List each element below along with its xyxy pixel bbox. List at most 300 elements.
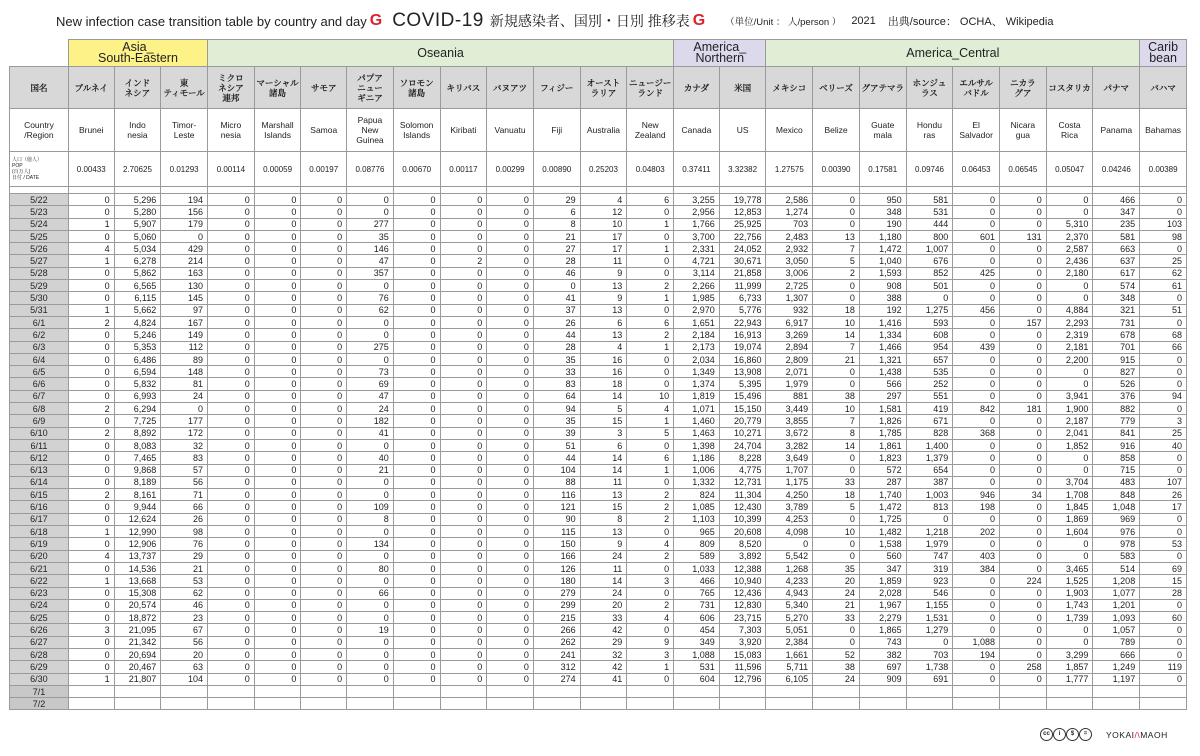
case-cell: 671 — [906, 415, 953, 427]
case-cell: 0 — [953, 415, 1000, 427]
case-cell: 0 — [487, 452, 534, 464]
table-row — [10, 599, 1187, 611]
case-cell: 1,274 — [766, 206, 813, 218]
case-cell: 0 — [1140, 366, 1187, 378]
table-row — [10, 390, 1187, 402]
case-cell — [533, 698, 580, 710]
case-cell: 29 — [533, 194, 580, 206]
case-cell: 0 — [1046, 624, 1093, 636]
population-cell: 0.00390 — [813, 152, 860, 187]
case-cell: 0 — [953, 464, 1000, 476]
case-cell: 20,574 — [114, 599, 161, 611]
case-cell: 277 — [347, 218, 394, 230]
case-cell: 0 — [301, 280, 347, 292]
case-cell: 3,269 — [766, 329, 813, 341]
case-cell: 0 — [393, 501, 440, 513]
case-cell: 2,932 — [766, 243, 813, 255]
case-cell: 13 — [580, 526, 627, 538]
case-cell: 0 — [208, 476, 255, 488]
case-cell: 134 — [347, 538, 394, 550]
case-cell: 0 — [1046, 366, 1093, 378]
case-cell: 0 — [254, 230, 301, 242]
case-cell: 0 — [254, 439, 301, 451]
case-cell: 388 — [859, 292, 906, 304]
case-cell: 0 — [393, 378, 440, 390]
case-cell: 2,970 — [674, 304, 720, 316]
case-cell: 0 — [440, 390, 487, 402]
country-jp-name: キリバス — [440, 67, 487, 109]
case-cell: 21 — [533, 230, 580, 242]
country-jp-name: バヌアツ — [487, 67, 534, 109]
case-cell: 53 — [161, 575, 208, 587]
case-cell: 1,103 — [674, 513, 720, 525]
case-cell: 15 — [580, 415, 627, 427]
case-cell: 4 — [68, 550, 114, 562]
case-cell: 0 — [487, 526, 534, 538]
case-cell: 19,778 — [719, 194, 766, 206]
case-cell: 0 — [1000, 292, 1047, 304]
case-cell: 813 — [906, 501, 953, 513]
case-cell: 12 — [580, 206, 627, 218]
case-cell: 0 — [813, 194, 860, 206]
case-cell: 0 — [1140, 316, 1187, 328]
case-cell: 0 — [1000, 538, 1047, 550]
date-cell: 6/5 — [10, 366, 69, 378]
brand-part-b: MAOH — [1140, 729, 1168, 740]
case-cell: 0 — [393, 550, 440, 562]
case-cell: 1,279 — [906, 624, 953, 636]
table-row — [10, 230, 1187, 242]
case-cell: 1,438 — [859, 366, 906, 378]
case-cell: 10 — [627, 390, 674, 402]
case-cell: 182 — [347, 415, 394, 427]
table-row — [10, 550, 1187, 562]
case-cell: 13,908 — [719, 366, 766, 378]
case-cell: 9 — [627, 636, 674, 648]
case-cell: 0 — [440, 648, 487, 660]
case-cell: 0 — [301, 378, 347, 390]
case-cell: 5,395 — [719, 378, 766, 390]
case-cell: 17 — [1140, 501, 1187, 513]
case-cell: 0 — [254, 599, 301, 611]
case-cell: 81 — [161, 378, 208, 390]
case-cell: 35 — [533, 353, 580, 365]
case-cell: 15 — [580, 501, 627, 513]
case-cell: 0 — [1000, 427, 1047, 439]
case-cell: 6,105 — [766, 673, 813, 685]
case-cell — [627, 698, 674, 710]
case-cell: 2,200 — [1046, 353, 1093, 365]
case-cell — [813, 698, 860, 710]
case-cell: 163 — [161, 267, 208, 279]
case-cell — [208, 698, 255, 710]
case-cell: 0 — [393, 538, 440, 550]
case-cell: 0 — [487, 206, 534, 218]
case-cell: 0 — [953, 366, 1000, 378]
case-cell: 34 — [1000, 489, 1047, 501]
case-cell: 0 — [627, 230, 674, 242]
case-cell: 0 — [1046, 452, 1093, 464]
case-cell: 2 — [627, 550, 674, 562]
case-cell: 0 — [440, 194, 487, 206]
case-cell: 0 — [1000, 194, 1047, 206]
case-cell: 950 — [859, 194, 906, 206]
case-cell: 1,985 — [674, 292, 720, 304]
case-cell: 1,739 — [1046, 612, 1093, 624]
case-cell: 1,197 — [1093, 673, 1140, 685]
case-cell: 109 — [347, 501, 394, 513]
case-cell: 1,525 — [1046, 575, 1093, 587]
case-cell: 192 — [859, 304, 906, 316]
case-cell: 2,279 — [859, 612, 906, 624]
case-cell: 62 — [347, 304, 394, 316]
case-cell: 2,894 — [766, 341, 813, 353]
case-cell — [580, 698, 627, 710]
case-cell: 0 — [208, 267, 255, 279]
case-cell — [859, 698, 906, 710]
case-cell: 0 — [953, 476, 1000, 488]
case-cell: 0 — [487, 267, 534, 279]
case-cell: 16,860 — [719, 353, 766, 365]
case-cell: 266 — [533, 624, 580, 636]
date-cell: 6/24 — [10, 599, 69, 611]
country-jp-name: カナダ — [674, 67, 720, 109]
case-cell: 6,278 — [114, 255, 161, 267]
case-cell: 0 — [1000, 390, 1047, 402]
case-cell: 0 — [254, 612, 301, 624]
case-cell: 5,862 — [114, 267, 161, 279]
case-cell: 0 — [301, 427, 347, 439]
case-cell: 11,596 — [719, 661, 766, 673]
case-cell: 429 — [161, 243, 208, 255]
case-cell: 12,436 — [719, 587, 766, 599]
case-cell: 526 — [1093, 378, 1140, 390]
case-cell: 214 — [161, 255, 208, 267]
case-cell: 21 — [347, 464, 394, 476]
case-cell: 2,370 — [1046, 230, 1093, 242]
date-cell: 5/22 — [10, 194, 69, 206]
case-cell: 252 — [906, 378, 953, 390]
country-jp-name: ソロモン 諸島 — [393, 67, 440, 109]
case-cell: 2,809 — [766, 353, 813, 365]
case-cell: 4,250 — [766, 489, 813, 501]
case-cell: 0 — [440, 292, 487, 304]
case-cell: 94 — [1140, 390, 1187, 402]
spacer-cell — [1140, 187, 1187, 194]
case-cell: 0 — [766, 538, 813, 550]
case-cell: 1,979 — [906, 538, 953, 550]
case-cell: 0 — [440, 673, 487, 685]
page-title — [56, 6, 1053, 36]
case-cell: 1,085 — [674, 501, 720, 513]
country-en-name: Micro nesia — [208, 109, 255, 152]
case-cell: 1 — [627, 292, 674, 304]
case-cell: 0 — [347, 476, 394, 488]
case-cell: 0 — [813, 624, 860, 636]
spacer-cell — [440, 187, 487, 194]
case-cell: 0 — [1000, 206, 1047, 218]
case-cell: 0 — [487, 624, 534, 636]
case-cell: 0 — [301, 230, 347, 242]
case-cell: 0 — [813, 452, 860, 464]
case-cell: 26 — [1140, 489, 1187, 501]
case-cell: 279 — [533, 587, 580, 599]
case-cell: 4,253 — [766, 513, 813, 525]
case-cell: 2,725 — [766, 280, 813, 292]
case-cell: 0 — [953, 673, 1000, 685]
case-cell: 0 — [953, 206, 1000, 218]
table-row — [10, 587, 1187, 599]
case-cell: 703 — [906, 648, 953, 660]
case-cell: 0 — [627, 526, 674, 538]
case-cell: 53 — [1140, 538, 1187, 550]
date-cell: 5/25 — [10, 230, 69, 242]
case-cell: 0 — [1140, 464, 1187, 476]
case-cell: 1,900 — [1046, 403, 1093, 415]
country-en-name: Vanuatu — [487, 109, 534, 152]
case-cell: 1,903 — [1046, 587, 1093, 599]
case-cell: 0 — [1046, 378, 1093, 390]
case-cell: 61 — [1140, 280, 1187, 292]
pop-date-corner-label: 人口（億人） POP (百万人) 日付 / DATE — [10, 152, 69, 187]
case-cell: 39 — [533, 427, 580, 439]
case-cell: 56 — [161, 476, 208, 488]
case-cell — [766, 685, 813, 697]
table-row — [10, 194, 1187, 206]
case-cell: 551 — [906, 390, 953, 402]
case-cell: 0 — [487, 476, 534, 488]
spacer-cell — [114, 187, 161, 194]
population-cell: 0.37411 — [674, 152, 720, 187]
case-cell — [301, 685, 347, 697]
case-cell: 731 — [674, 599, 720, 611]
case-cell: 1,275 — [906, 304, 953, 316]
case-cell: 1,861 — [859, 439, 906, 451]
case-cell — [347, 698, 394, 710]
case-cell: 8,161 — [114, 489, 161, 501]
table-row — [10, 292, 1187, 304]
case-cell: 40 — [347, 452, 394, 464]
case-cell: 0 — [254, 587, 301, 599]
case-cell: 2 — [627, 280, 674, 292]
date-cell: 6/17 — [10, 513, 69, 525]
case-cell: 0 — [301, 501, 347, 513]
case-cell: 0 — [533, 280, 580, 292]
case-cell: 94 — [533, 403, 580, 415]
case-cell: 19 — [347, 624, 394, 636]
case-cell: 2,180 — [1046, 267, 1093, 279]
g-logo-right: G — [692, 12, 706, 29]
case-cell: 4,098 — [766, 526, 813, 538]
case-cell: 0 — [487, 489, 534, 501]
case-cell: 14 — [813, 439, 860, 451]
case-cell: 9,868 — [114, 464, 161, 476]
case-cell: 24 — [580, 587, 627, 599]
case-cell: 0 — [393, 661, 440, 673]
case-cell: 194 — [161, 194, 208, 206]
spacer-cell — [813, 187, 860, 194]
case-cell — [859, 685, 906, 697]
spacer-cell — [1000, 187, 1047, 194]
g-logo-left: G — [369, 12, 383, 29]
case-cell: 1,472 — [859, 243, 906, 255]
case-cell: 1,208 — [1093, 575, 1140, 587]
case-cell: 1 — [68, 526, 114, 538]
case-cell: 0 — [393, 353, 440, 365]
case-cell: 1,334 — [859, 329, 906, 341]
case-cell: 60 — [1140, 612, 1187, 624]
case-cell: 0 — [208, 550, 255, 562]
case-cell: 0 — [301, 612, 347, 624]
case-cell: 0 — [301, 526, 347, 538]
case-cell: 0 — [254, 550, 301, 562]
case-cell: 0 — [953, 587, 1000, 599]
case-cell: 0 — [161, 403, 208, 415]
case-cell: 0 — [301, 489, 347, 501]
case-cell: 3 — [627, 575, 674, 587]
case-cell: 11 — [580, 255, 627, 267]
date-cell: 6/23 — [10, 587, 69, 599]
case-cell: 0 — [627, 206, 674, 218]
country-jp-name: ブルネイ — [68, 67, 114, 109]
case-cell: 10 — [580, 218, 627, 230]
case-cell: 0 — [301, 255, 347, 267]
case-cell: 2,034 — [674, 353, 720, 365]
case-cell: 88 — [533, 476, 580, 488]
case-cell: 0 — [161, 230, 208, 242]
case-cell: 14 — [580, 464, 627, 476]
case-cell: 0 — [1000, 526, 1047, 538]
case-cell: 0 — [254, 280, 301, 292]
case-cell: 0 — [487, 316, 534, 328]
population-cell: 0.17581 — [859, 152, 906, 187]
case-cell: 83 — [533, 378, 580, 390]
case-cell — [114, 698, 161, 710]
case-cell: 0 — [254, 464, 301, 476]
case-cell: 0 — [487, 439, 534, 451]
population-cell: 2.70625 — [114, 152, 161, 187]
case-cell: 0 — [68, 267, 114, 279]
case-cell: 1,869 — [1046, 513, 1093, 525]
case-cell: 11,304 — [719, 489, 766, 501]
case-cell: 20 — [580, 599, 627, 611]
table-row — [10, 415, 1187, 427]
case-cell: 0 — [254, 316, 301, 328]
case-cell: 0 — [208, 415, 255, 427]
case-cell: 66 — [161, 501, 208, 513]
case-cell: 21 — [161, 562, 208, 574]
country-en-name: Australia — [580, 109, 627, 152]
case-cell: 0 — [301, 366, 347, 378]
case-cell: 4,775 — [719, 464, 766, 476]
case-cell: 0 — [487, 415, 534, 427]
table-row — [10, 513, 1187, 525]
country-en-name: Fiji — [533, 109, 580, 152]
case-cell: 1,374 — [674, 378, 720, 390]
case-cell: 0 — [254, 648, 301, 660]
case-cell: 0 — [393, 329, 440, 341]
case-cell: 0 — [208, 587, 255, 599]
case-cell: 0 — [487, 366, 534, 378]
case-cell: 0 — [440, 366, 487, 378]
case-cell: 0 — [953, 255, 1000, 267]
case-cell: 20,608 — [719, 526, 766, 538]
case-cell: 701 — [1093, 341, 1140, 353]
case-cell: 0 — [1140, 353, 1187, 365]
case-cell: 2,587 — [1046, 243, 1093, 255]
case-cell: 6 — [533, 206, 580, 218]
case-cell: 2,293 — [1046, 316, 1093, 328]
case-cell: 1,865 — [859, 624, 906, 636]
case-cell: 0 — [487, 575, 534, 587]
case-cell: 37 — [533, 304, 580, 316]
population-cell: 0.00433 — [68, 152, 114, 187]
case-cell: 7 — [813, 341, 860, 353]
population-cell: 0.06545 — [1000, 152, 1047, 187]
case-cell: 4 — [627, 538, 674, 550]
case-cell: 12,830 — [719, 599, 766, 611]
source-label: 出典/source： OCHA、 Wikipedia — [887, 16, 1054, 28]
case-cell — [68, 685, 114, 697]
case-cell: 348 — [1093, 292, 1140, 304]
case-cell: 466 — [1093, 194, 1140, 206]
case-cell: 0 — [208, 648, 255, 660]
country-jp-name: マーシャル 諸島 — [254, 67, 301, 109]
case-cell: 0 — [1000, 255, 1047, 267]
case-cell: 1,581 — [859, 403, 906, 415]
case-cell: 2,173 — [674, 341, 720, 353]
case-cell: 319 — [906, 562, 953, 574]
case-cell: 24 — [161, 390, 208, 402]
case-cell: 107 — [1140, 476, 1187, 488]
case-cell: 21,858 — [719, 267, 766, 279]
case-cell: 13,737 — [114, 550, 161, 562]
brand-logo — [1106, 730, 1168, 740]
case-cell: 0 — [68, 292, 114, 304]
table-row — [10, 489, 1187, 501]
country-en-name: Mexico — [766, 109, 813, 152]
case-cell: 5 — [813, 255, 860, 267]
case-cell: 2,041 — [1046, 427, 1093, 439]
case-cell: 33 — [533, 366, 580, 378]
case-cell: 0 — [301, 243, 347, 255]
case-cell: 0 — [301, 353, 347, 365]
case-cell: 0 — [301, 194, 347, 206]
case-cell: 789 — [1093, 636, 1140, 648]
case-cell: 566 — [859, 378, 906, 390]
case-cell: 15 — [1140, 575, 1187, 587]
case-cell: 0 — [393, 673, 440, 685]
case-cell: 14 — [580, 452, 627, 464]
case-cell: 6,486 — [114, 353, 161, 365]
table-row — [10, 329, 1187, 341]
case-cell: 57 — [161, 464, 208, 476]
case-cell: 32 — [580, 648, 627, 660]
case-cell: 0 — [487, 636, 534, 648]
case-cell: 852 — [906, 267, 953, 279]
case-cell: 1,593 — [859, 267, 906, 279]
case-cell: 13 — [580, 489, 627, 501]
case-cell: 0 — [440, 612, 487, 624]
spacer-cell — [674, 187, 720, 194]
table-row — [10, 685, 1187, 697]
spacer-cell — [533, 187, 580, 194]
date-cell: 6/1 — [10, 316, 69, 328]
case-cell: 0 — [208, 329, 255, 341]
case-cell: 0 — [301, 218, 347, 230]
country-en-row — [10, 109, 1187, 152]
case-cell: 0 — [487, 427, 534, 439]
